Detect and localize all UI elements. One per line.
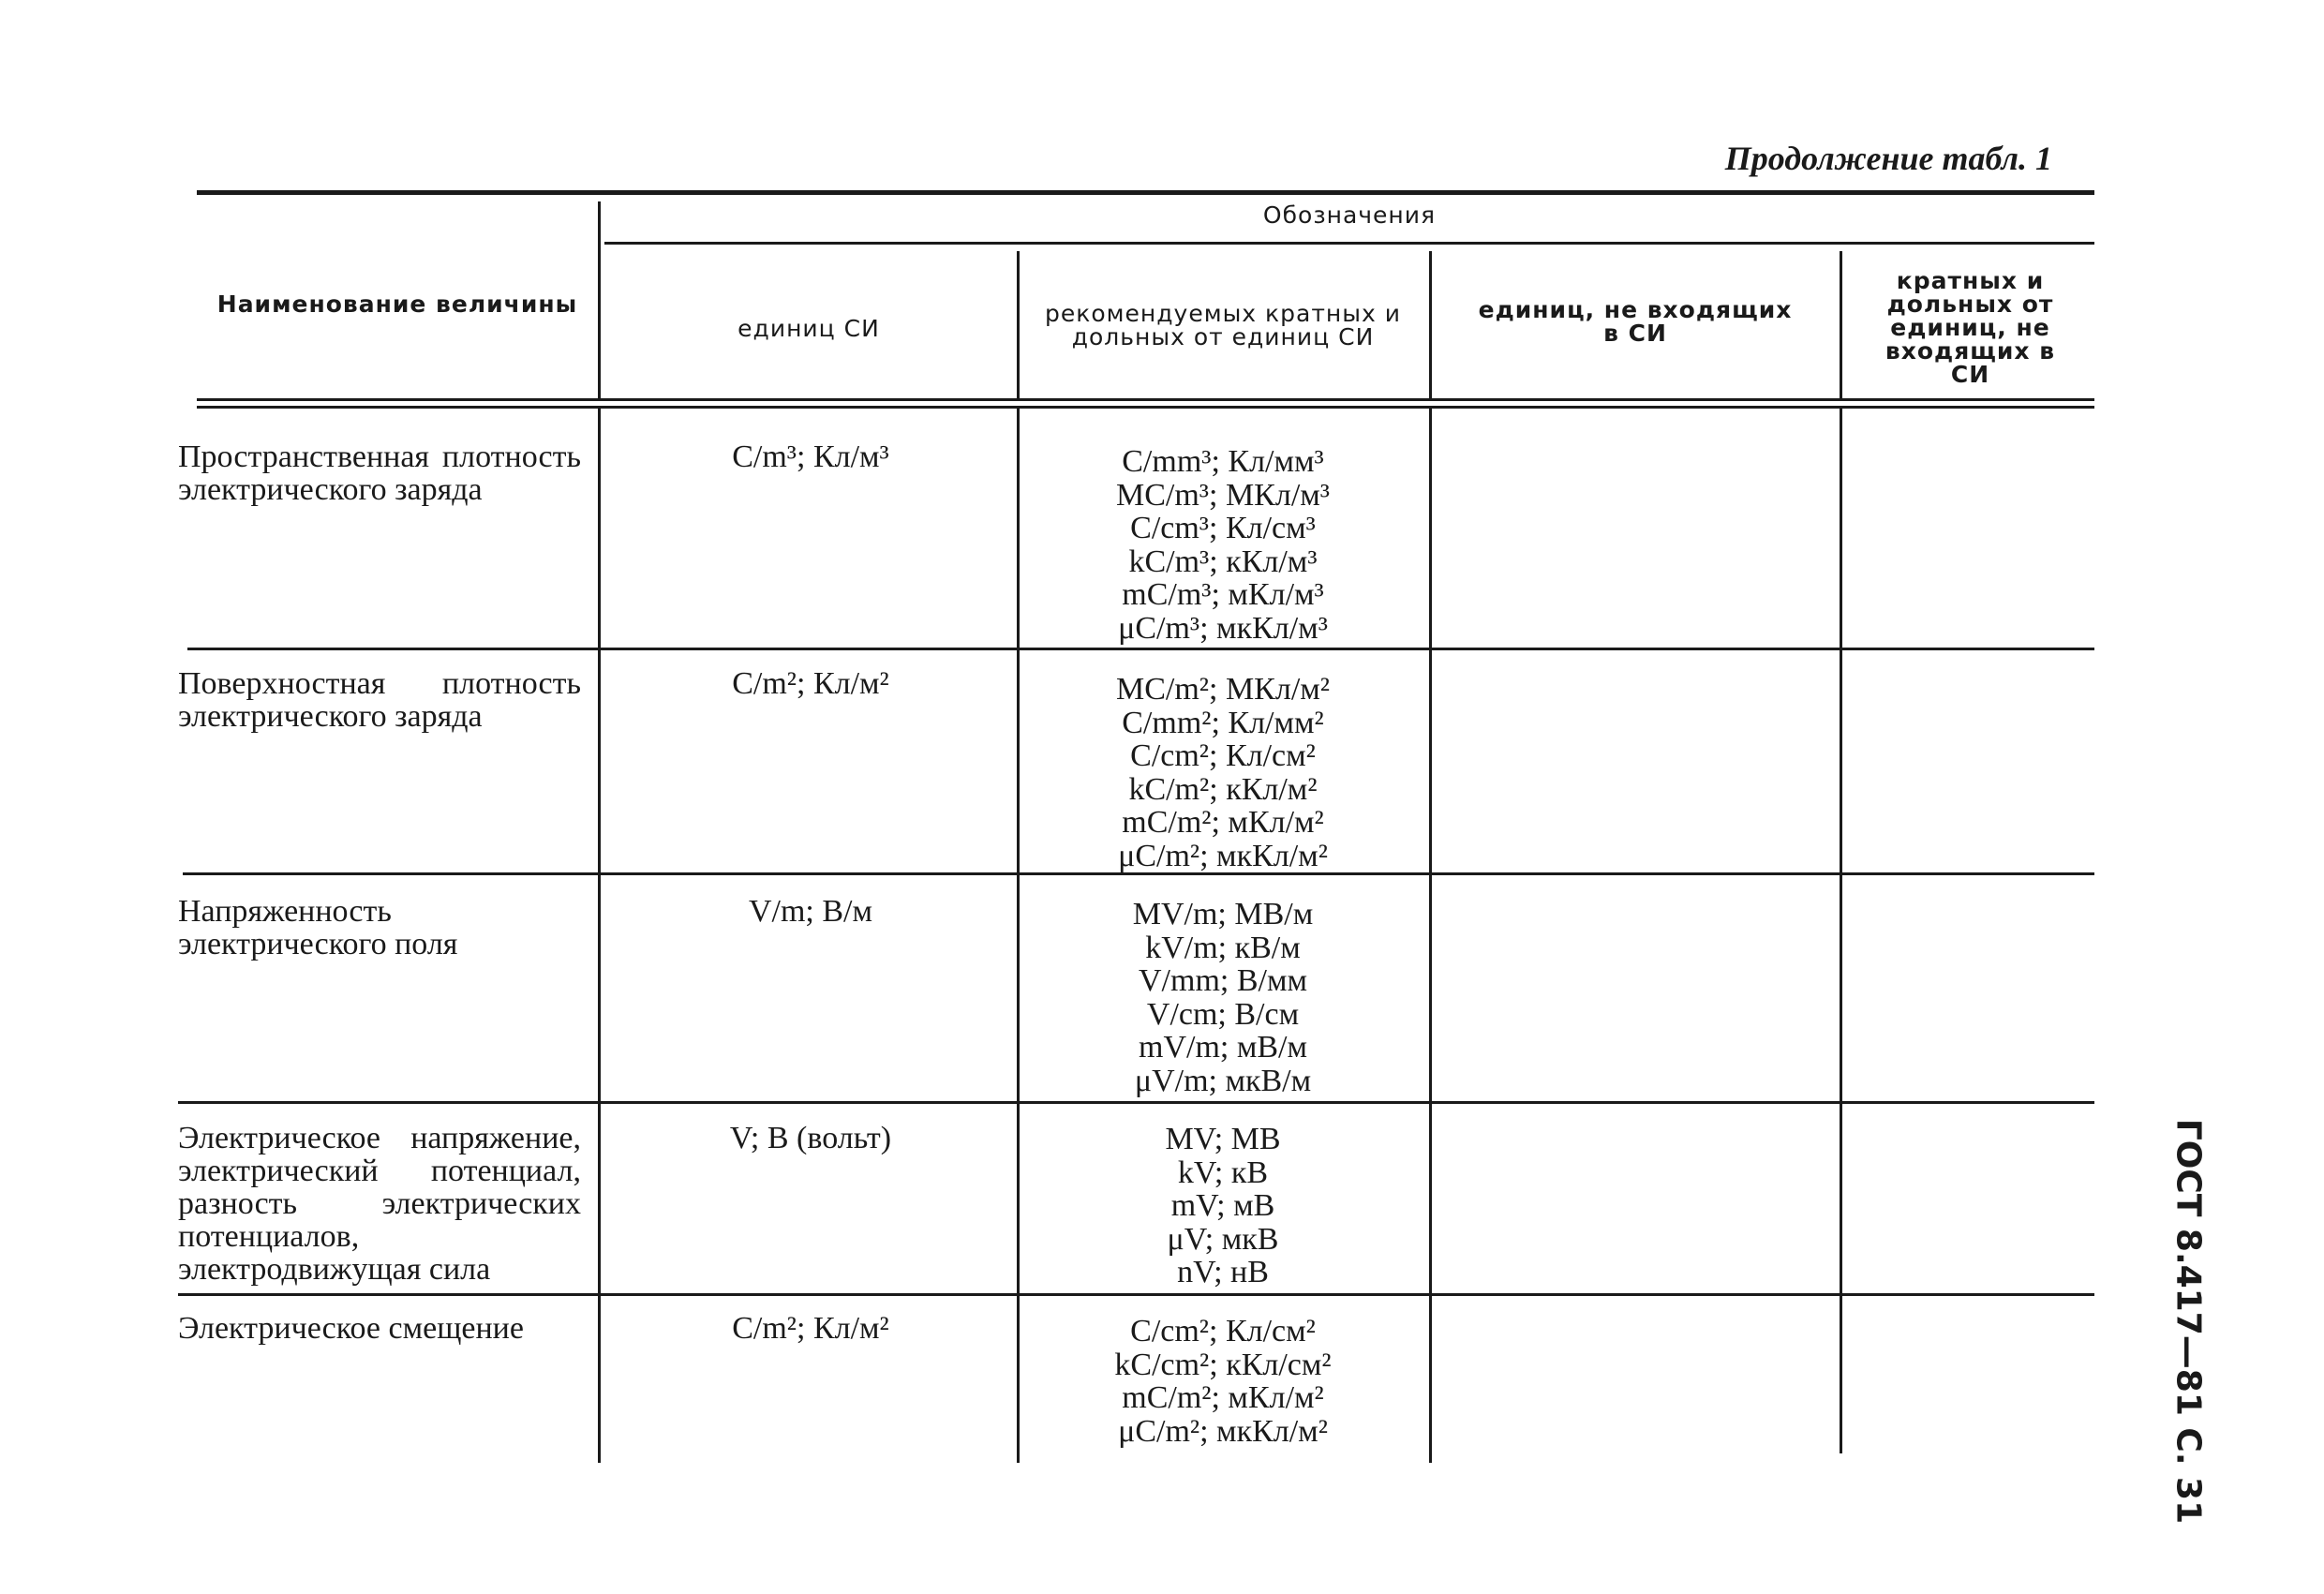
- quantity-name: Электрическое напряжение, электрический потенциал, разность электрических потенциалов, электродвижущая сила: [178, 1121, 581, 1287]
- si-unit: C/m²; Кл/м²: [732, 1311, 889, 1346]
- multiple-unit: mV; мВ: [1170, 1188, 1275, 1223]
- multiple-unit: μC/m³; мкКл/м³: [1118, 610, 1328, 646]
- si-unit: C/m³; Кл/м³: [732, 439, 889, 474]
- row-separator-4: [178, 1293, 2094, 1296]
- header-designations: Обозначения: [1262, 201, 1437, 229]
- quantity-name: Напряженность электрического поля: [178, 894, 458, 961]
- multiple-unit: mC/m²; мКл/м²: [1122, 805, 1324, 840]
- multiple-unit: kV/m; кВ/м: [1145, 930, 1301, 965]
- multiple-unit: C/cm²; Кл/см²: [1130, 1314, 1316, 1348]
- multiple-unit: MV/m; МВ/м: [1132, 897, 1314, 931]
- si-unit: V; В (вольт): [729, 1121, 892, 1155]
- header-non-si-units: единиц, не входящих в СИ: [1478, 296, 1793, 347]
- multiple-unit: MV; МВ: [1165, 1122, 1281, 1156]
- multiples-list: [1021, 673, 1424, 872]
- header-double-rule-bottom: [197, 406, 2094, 409]
- column-divider-4-body: [1840, 409, 1842, 1453]
- multiple-unit: C/cm²; Кл/см²: [1130, 738, 1316, 773]
- column-divider-1-body: [598, 409, 601, 1463]
- multiple-unit: kV; кВ: [1177, 1155, 1269, 1190]
- si-unit: V/m; В/м: [748, 894, 873, 929]
- multiple-unit: μV/m; мкВ/м: [1134, 1063, 1312, 1098]
- multiples-list: [1021, 1315, 1424, 1448]
- side-label-text: ГОСТ 8.417—81 С. 31: [2168, 1118, 2208, 1525]
- multiple-unit: V/cm; В/см: [1146, 996, 1300, 1032]
- header-quantity-name: Наименование величины: [216, 290, 578, 318]
- multiple-unit: MC/m³; МКл/м³: [1116, 477, 1330, 513]
- si-unit: C/m²; Кл/м²: [732, 666, 889, 701]
- table-top-rule: [197, 190, 2094, 195]
- multiples-list: [1021, 898, 1424, 1097]
- multiple-unit: kC/m²; кКл/м²: [1128, 771, 1318, 807]
- multiple-unit: kC/cm²; кКл/см²: [1114, 1347, 1332, 1382]
- multiple-unit: MC/m²; МКл/м²: [1116, 672, 1330, 707]
- multiple-unit: mC/m²; мКл/м²: [1122, 1380, 1324, 1415]
- multiple-unit: C/cm³; Кл/см³: [1130, 511, 1316, 545]
- multiples-list: [1021, 1123, 1424, 1289]
- quantity-name: Поверхностная плотность электрического заряда: [178, 666, 581, 734]
- multiple-unit: V/mm; В/мм: [1139, 963, 1307, 998]
- multiple-unit: mC/m³; мКл/м³: [1122, 577, 1324, 612]
- table-caption: Продолжение табл. 1: [1724, 140, 2052, 177]
- column-divider-3: [1429, 251, 1432, 398]
- multiple-unit: μC/m²; мкКл/м²: [1118, 838, 1328, 873]
- header-double-rule-top: [197, 398, 2094, 401]
- row-separator-3: [178, 1101, 2094, 1104]
- multiples-list: [1021, 445, 1424, 645]
- column-divider-2: [1017, 251, 1020, 398]
- multiple-unit: nV; нВ: [1177, 1255, 1269, 1289]
- quantity-name: Электрическое смещение: [178, 1311, 524, 1346]
- row-separator-1: [187, 648, 2094, 650]
- page-side-label: [2165, 1118, 2212, 1525]
- multiple-unit: μC/m²; мкКл/м²: [1118, 1413, 1328, 1449]
- column-divider-2-body: [1017, 409, 1020, 1463]
- multiple-unit: μV; мкВ: [1167, 1221, 1279, 1257]
- designations-rule: [604, 242, 2094, 245]
- column-divider-3-body: [1429, 409, 1432, 1463]
- column-divider-1: [598, 201, 601, 398]
- column-divider-4: [1840, 251, 1842, 398]
- multiple-unit: C/mm³; Кл/мм³: [1122, 444, 1324, 479]
- header-non-si-multiples: кратных и дольных от единиц, не входящих в СИ: [1885, 267, 2056, 388]
- multiple-unit: C/mm²; Кл/мм²: [1122, 705, 1324, 740]
- quantity-name: Пространственная плотность электрического заряда: [178, 439, 581, 507]
- header-si-units: единиц СИ: [737, 315, 880, 342]
- multiple-unit: mV/m; мВ/м: [1139, 1030, 1307, 1065]
- multiple-unit: kC/m³; кКл/м³: [1128, 544, 1318, 579]
- header-recommended-multiples: рекомендуемых кратных и дольных от единиц СИ: [1045, 300, 1401, 350]
